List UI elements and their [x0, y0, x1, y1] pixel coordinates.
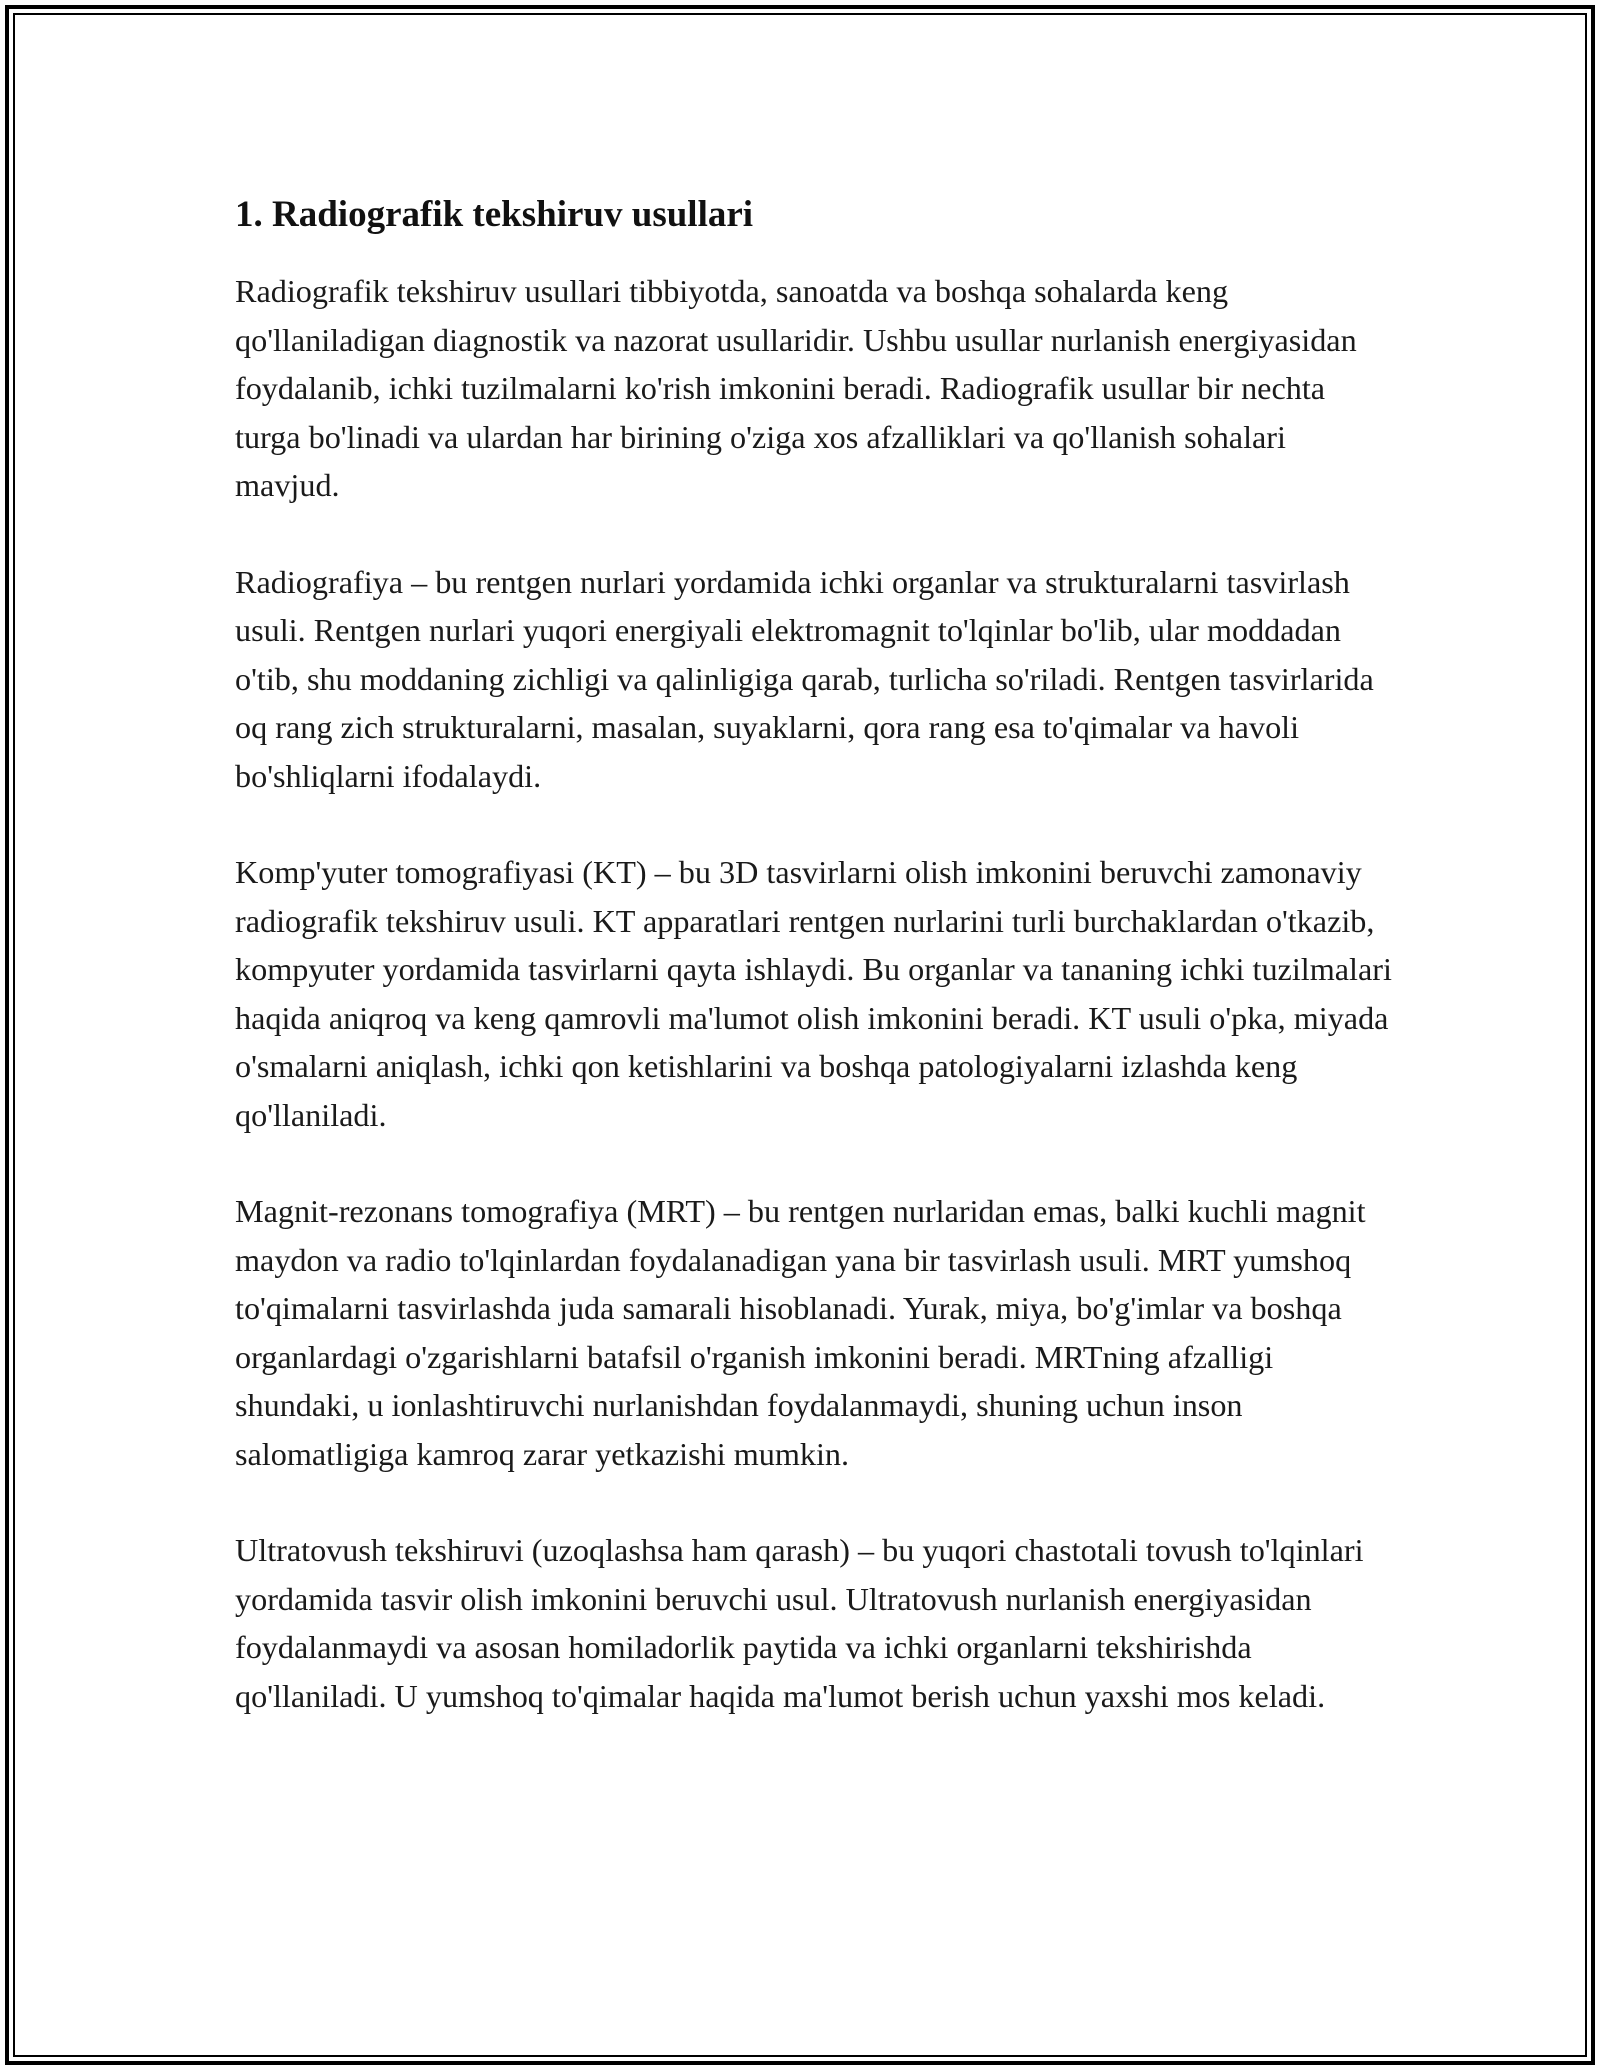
paragraph-intro: Radiografik tekshiruv usullari tibbiyotda, sanoatda va boshqa sohalarda keng qo'llaniladigan diagnostik va nazorat usullaridir. Ushbu usullar nurlanish energiyasidan foydalanib, ichki tuzilmalarni ko'rish imkonini beradi. Radiografik usullar bir nechta turga bo'linadi va ulardan har birining o'ziga xos afzalliklari va qo'llanish sohalari mavjud.	[235, 273, 1357, 503]
paragraph-mrt: Magnit-rezonans tomografiya (MRT) – bu rentgen nurlaridan emas, balki kuchli magnit maydon va radio to'lqinlardan foydalanadigan yana bir tasvirlash usuli. MRT yumshoq to'qimalarni tasvirlashda juda samarali hisoblanadi. Yurak, miya, bo'g'imlar va boshqa organlardagi o'zgarishlarni batafsil o'rganish imkonini beradi. MRTning afzalligi shundaki, u ionlashtiruvchi nurlanishdan foydalanmaydi, shuning uchun inson salomatligiga kamroq zarar yetkazishi mumkin.	[235, 1193, 1366, 1472]
document-body	[235, 185, 1395, 1768]
paragraph-ultratovush: Ultratovush tekshiruvi (uzoqlashsa ham qarash) – bu yuqori chastotali tovush to'lqinlari yordamida tasvir olish imkonini beruvchi usul. Ultratovush nurlanish energiyasidan foydalanmaydi va asosan homiladorlik paytida va ichki organlarni tekshirishda qo'llaniladi. U yumshoq to'qimalar haqida ma'lumot berish uchun yaxshi mos keladi.	[235, 1532, 1364, 1714]
paragraph-radiografiya: Radiografiya – bu rentgen nurlari yordamida ichki organlar va strukturalarni tasvirlash usuli. Rentgen nurlari yuqori energiyali elektromagnit to'lqinlar bo'lib, ular moddadan o'tib, shu moddaning zichligi va qalinligiga qarab, turlicha so'riladi. Rentgen tasvirlarida oq rang zich strukturalarni, masalan, suyaklarni, qora rang esa to'qimalar va havoli bo'shliqlarni ifodalaydi.	[235, 563, 1374, 794]
page-title: 1. Radiografik tekshiruv usullari	[235, 194, 754, 235]
paragraph-kt: Komp'yuter tomografiyasi (KT) – bu 3D tasvirlarni olish imkonini beruvchi zamonaviy radiografik tekshiruv usuli. KT apparatlari rentgen nurlarini turli burchaklardan o'tkazib, kompyuter yordamida tasvirlarni qayta ishlaydi. Bu organlar va tananing ichki tuzilmalari haqida aniqroq va keng qamrovli ma'lumot olish imkonini beradi. KT usuli o'pka, miyada o'smalarni aniqlash, ichki qon ketishlarini va boshqa patologiyalarni izlashda keng qo'llaniladi.	[235, 854, 1392, 1133]
